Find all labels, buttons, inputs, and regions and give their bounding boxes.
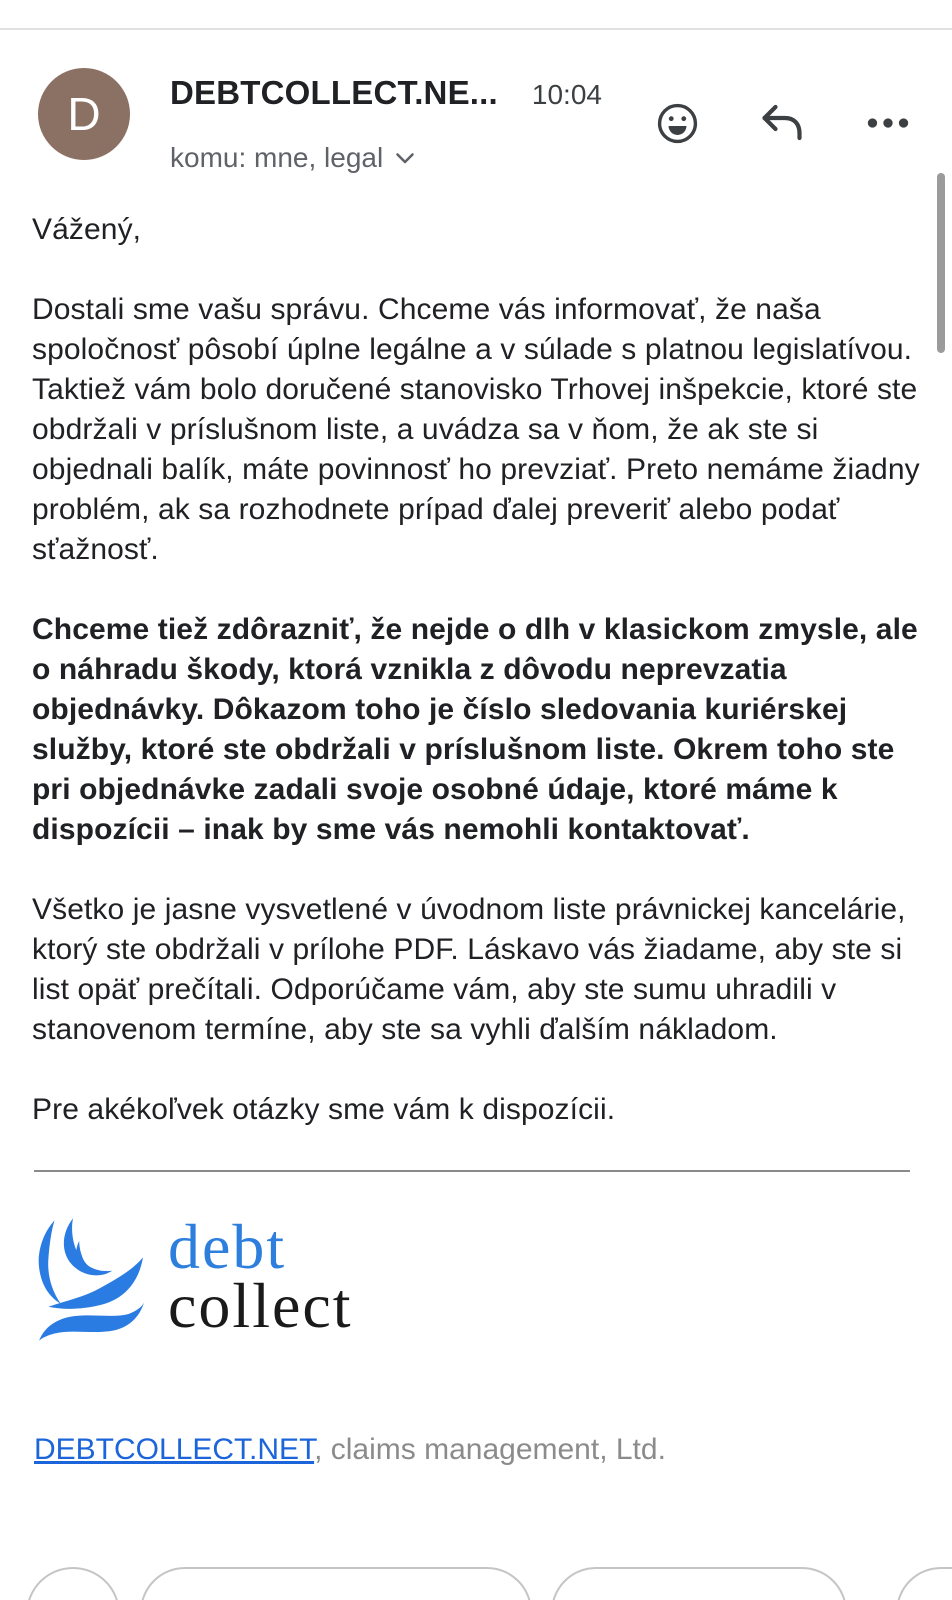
logo-wordmark [168, 1211, 353, 1341]
sender-row [170, 74, 602, 112]
company-line [34, 1433, 920, 1467]
paragraph-1: Dostali sme vašu správu. Chceme vás informovať, že naša spoločnosť pôsobí úplne legálne a v súlade s platnou legislatívou. Taktiež vám bolo doručené stanovisko Trhovej inšpekcie, ktoré ste obdržali v príslušnom liste, a uvádza sa v ňom, že ak ste si objednali balík, máte povinnosť ho prevziať. Preto nemáme žiadny problém, ak sa rozhodnete prípad ďalej preveriť alebo podať sťažnosť. [32, 293, 920, 566]
more-options-icon[interactable] [866, 116, 910, 130]
emoji-reaction-icon[interactable] [656, 102, 699, 145]
smart-reply-chip[interactable] [896, 1567, 952, 1600]
company-logo [36, 1211, 920, 1347]
signature-divider [34, 1170, 910, 1172]
paragraph-2-bold: Chceme tiež zdôrazniť, že nejde o dlh v klasickom zmysle, ale o náhradu škody, ktorá vznikla z dôvodu neprevzatia objednávky. Dôkazom toho je číslo sledovania kuriérskej služby, ktoré ste obdržali v príslušnom liste. Okrem toho ste pri objednávke zadali svoje osobné údaje, ktoré máme k dispozícii – inak by sme vás nemohli kontaktovať. [32, 613, 918, 846]
company-suffix: , claims management, Ltd. [314, 1433, 666, 1466]
recipients-row[interactable] [170, 142, 415, 174]
recipients-label: komu: mne, legal [170, 142, 384, 173]
logo-word-collect: collect [168, 1270, 353, 1341]
greeting: Vážený, [32, 213, 142, 246]
scrollbar-thumb[interactable] [937, 173, 945, 353]
chevron-down-icon [395, 152, 415, 165]
smart-reply-chip[interactable] [26, 1567, 120, 1600]
message-header [0, 30, 952, 173]
header-divider [0, 0, 952, 30]
company-link[interactable]: DEBTCOLLECT.NET [34, 1433, 315, 1466]
logo-word-debt: debt [168, 1211, 287, 1282]
smart-reply-chip[interactable] [140, 1567, 532, 1600]
paragraph-3: Všetko je jasne vysvetlené v úvodnom liste právnickej kancelárie, ktorý ste obdržali v prílohe PDF. Láskavo vás žiadame, aby ste si list opäť prečítali. Odporúčame vám, aby ste sumu uhradili v stanovenom termíne, aby ste sa vyhli ďalším nákladom. [32, 893, 906, 1046]
avatar[interactable] [38, 68, 130, 160]
sender-name: DEBTCOLLECT.NE... [170, 74, 498, 111]
avatar-letter: D [67, 88, 101, 140]
debt-collect-wave-logo-icon [36, 1218, 144, 1347]
timestamp: 10:04 [531, 79, 602, 110]
smart-reply-chip[interactable] [551, 1567, 847, 1600]
paragraph-4: Pre akékoľvek otázky sme vám k dispozícii. [32, 1093, 616, 1126]
reply-icon[interactable] [758, 100, 807, 146]
email-body [0, 170, 952, 1467]
